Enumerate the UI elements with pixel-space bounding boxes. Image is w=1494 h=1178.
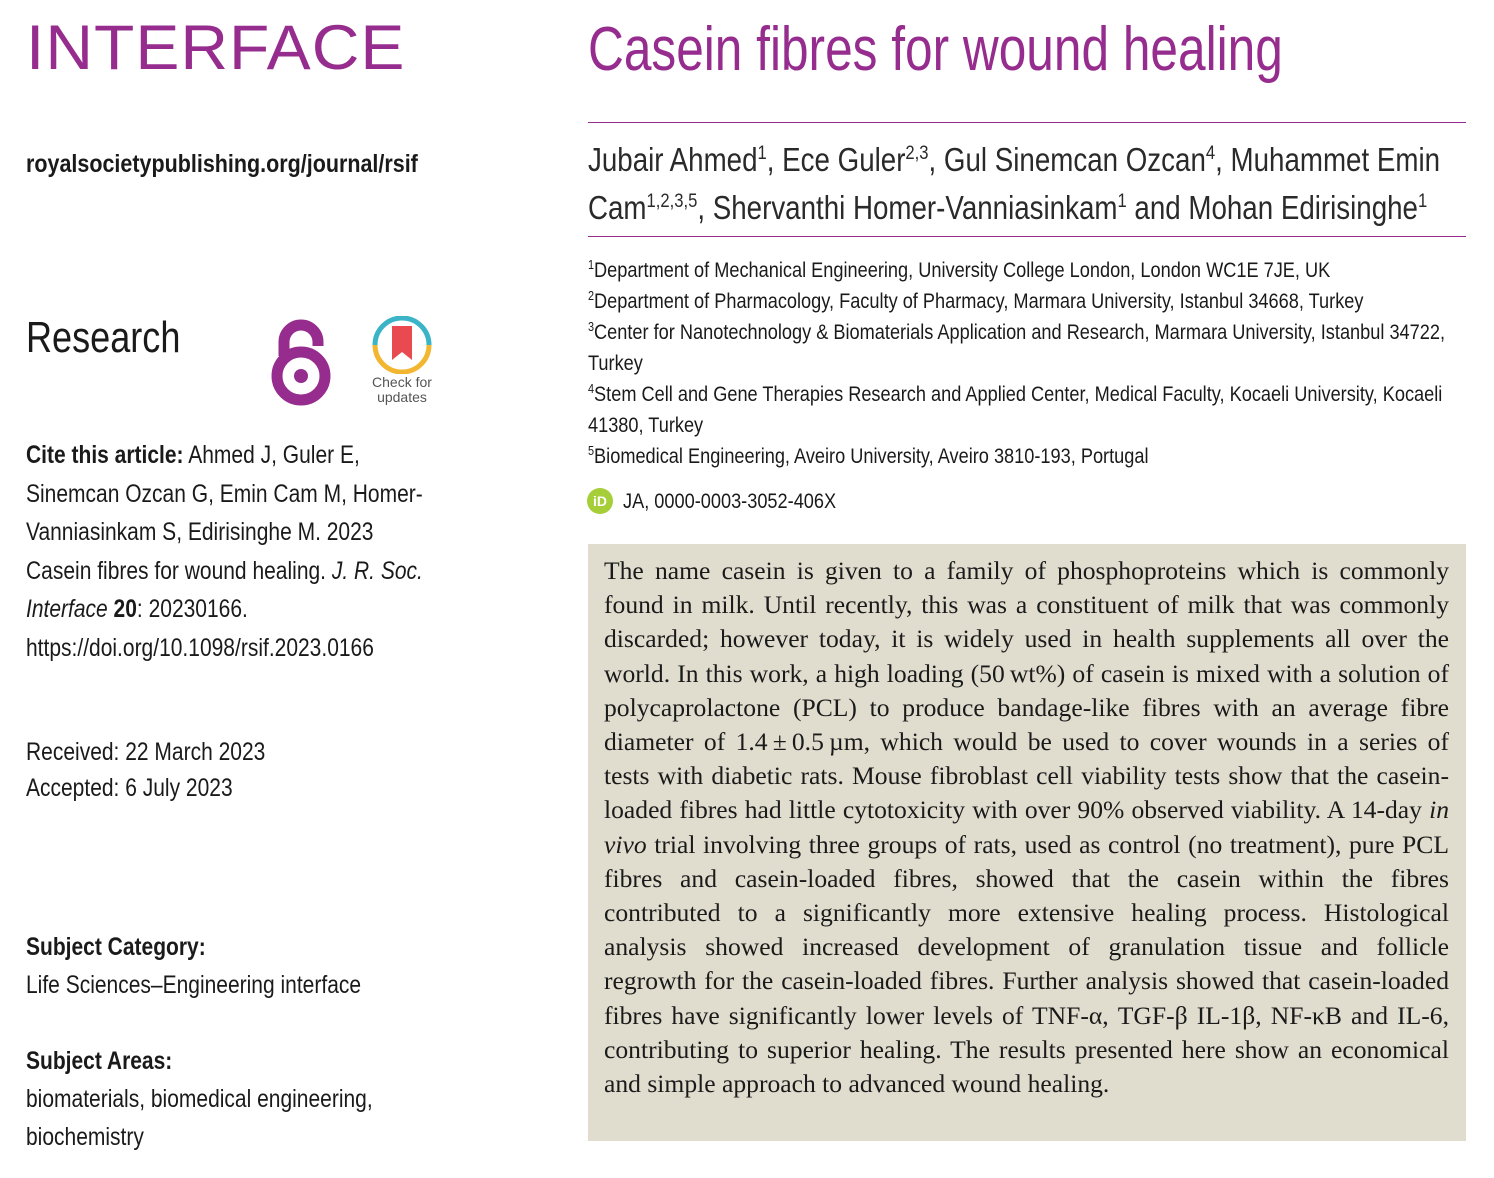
orcid-icon: iD bbox=[587, 488, 613, 514]
check-for-updates-line1: Check for bbox=[372, 374, 432, 390]
cite-label: Cite this article: bbox=[26, 441, 184, 469]
affiliation-text: Biomedical Engineering, Aveiro University, Aveiro 3810-193, Portugal bbox=[594, 444, 1149, 468]
orcid-entry[interactable] bbox=[587, 488, 875, 514]
journal-url[interactable]: royalsocietypublishing.org/journal/rsif bbox=[26, 150, 418, 178]
affiliation-number: 1 bbox=[588, 256, 595, 272]
check-for-updates-icon bbox=[362, 316, 442, 374]
subject-areas-line2: biochemistry bbox=[26, 1123, 144, 1151]
author-affiliation-marker: 4 bbox=[1205, 142, 1216, 164]
article-title: Casein fibres for wound healing bbox=[588, 15, 1283, 84]
affiliation-item bbox=[588, 379, 1467, 441]
author-separator: , bbox=[928, 141, 944, 178]
author-affiliation-marker: 1 bbox=[757, 142, 767, 164]
check-for-updates-badge[interactable] bbox=[362, 316, 442, 412]
article-type: Research bbox=[26, 313, 181, 362]
subject-category-heading: Subject Category: bbox=[26, 933, 206, 961]
author-separator: , bbox=[1215, 141, 1231, 178]
affiliation-text: Department of Mechanical Engineering, University College London, London WC1E 7JE, UK bbox=[594, 258, 1331, 282]
affiliation-item bbox=[588, 317, 1467, 379]
affiliation-item bbox=[588, 441, 1467, 472]
author-name: Ece Guler bbox=[782, 141, 906, 178]
cite-article-no: : 20230166. bbox=[136, 595, 248, 623]
affiliation-list bbox=[588, 255, 1467, 472]
subject-category-value: Life Sciences–Engineering interface bbox=[26, 971, 362, 999]
author-separator: , bbox=[766, 141, 783, 178]
check-for-updates-line2: updates bbox=[377, 389, 427, 405]
affiliation-number: 3 bbox=[588, 318, 595, 334]
affiliation-text: Stem Cell and Gene Therapies Research and Applied Center, Medical Faculty, Kocaeli University, Kocaeli 41380, Turkey bbox=[588, 382, 1443, 437]
received-date: Received: 22 March 2023 bbox=[26, 738, 266, 766]
abstract-text bbox=[604, 554, 1449, 1101]
orcid-text: JA, 0000-0003-3052-406X bbox=[623, 488, 837, 513]
author-name: Gul Sinemcan Ozcan bbox=[943, 141, 1206, 178]
dates bbox=[26, 734, 265, 806]
author-separator: , bbox=[697, 189, 713, 226]
author-affiliation-marker: 1 bbox=[1117, 190, 1127, 212]
cite-journal: J. R. Soc. Interface bbox=[26, 556, 423, 623]
author-separator: and bbox=[1126, 189, 1189, 226]
cite-volume: 20 bbox=[113, 595, 137, 623]
author-name: Jubair Ahmed bbox=[588, 141, 758, 178]
subject-areas-line1: biomaterials, biomedical engineering, bbox=[26, 1085, 373, 1113]
author-list bbox=[588, 136, 1453, 232]
subject-category bbox=[26, 928, 361, 1004]
subject-areas bbox=[26, 1042, 373, 1156]
author-affiliation-marker: 1 bbox=[1417, 190, 1428, 212]
abstract-part2: trial involving three groups of rats, used as control (no treatment), pure PCL fibres and casein-loaded fibres, showed that the casein within the fibres contributed to a significantly more extensive healing process. Histological analysis showed increased development of granulation tissue and follicle regrowth for the casein-loaded fibres. Further analysis showed that casein-loaded fibres have significantly lower levels of TNF-α, TGF-β IL-1β, NF-κB and IL-6, contributing to superior healing. The results presented here show an economical and simple approach to advanced wound healing. bbox=[604, 829, 1449, 1099]
accepted-date: Accepted: 6 July 2023 bbox=[26, 774, 233, 802]
author-affiliation-marker: 2,3 bbox=[905, 142, 929, 164]
journal-logo: INTERFACE bbox=[26, 12, 406, 83]
subject-areas-heading: Subject Areas: bbox=[26, 1047, 173, 1075]
cite-text: Ahmed J, Guler E, Sinemcan Ozcan G, Emin Cam M, Homer-Vanniasinkam S, Edirisinghe M. 2023 Casein fibres for wound healing. bbox=[26, 441, 423, 585]
affiliation-number: 2 bbox=[588, 287, 595, 303]
affiliation-item bbox=[588, 286, 1467, 317]
abstract-italic: in vivo bbox=[604, 795, 1449, 859]
open-access-icon bbox=[270, 316, 332, 408]
authors-rule bbox=[588, 236, 1466, 237]
citation bbox=[26, 436, 438, 667]
author-name: Muhammet Emin Cam bbox=[588, 141, 1441, 226]
affiliation-text: Department of Pharmacology, Faculty of Pharmacy, Marmara University, Istanbul 34668, Turkey bbox=[594, 289, 1364, 313]
author-name: Shervanthi Homer-Vanniasinkam bbox=[712, 189, 1118, 226]
affiliation-item bbox=[588, 255, 1467, 286]
affiliation-number: 5 bbox=[588, 442, 595, 458]
cite-doi-link[interactable]: https://doi.org/10.1098/rsif.2023.0166 bbox=[26, 633, 374, 662]
affiliation-number: 4 bbox=[588, 380, 595, 396]
author-affiliation-marker: 1,2,3,5 bbox=[646, 190, 698, 212]
affiliation-text: Center for Nanotechnology & Biomaterials Application and Research, Marmara University, Istanbul 34722, Turkey bbox=[588, 320, 1446, 375]
title-rule bbox=[588, 122, 1466, 123]
abstract-part1: The name casein is given to a family of phosphoproteins which is commonly found in milk. Until recently, this was a constituent of milk that was commonly discarded; however today, it is widely used in health supplements all over the world. In this work, a high loading (50 wt%) of casein is mixed with a solution of polycaprolactone (PCL) to produce bandage-like fibres with an average fibre diameter of 1.4 ± 0.5 µm, which would be used to cover wounds in a series of tests with diabetic rats. Mouse fibroblast cell viability tests show that the casein-loaded fibres had little cytotoxicity with over 90% observed viability. A 14-day bbox=[604, 556, 1449, 825]
author-name: Mohan Edirisinghe bbox=[1188, 189, 1418, 226]
abstract-box bbox=[588, 544, 1466, 1141]
